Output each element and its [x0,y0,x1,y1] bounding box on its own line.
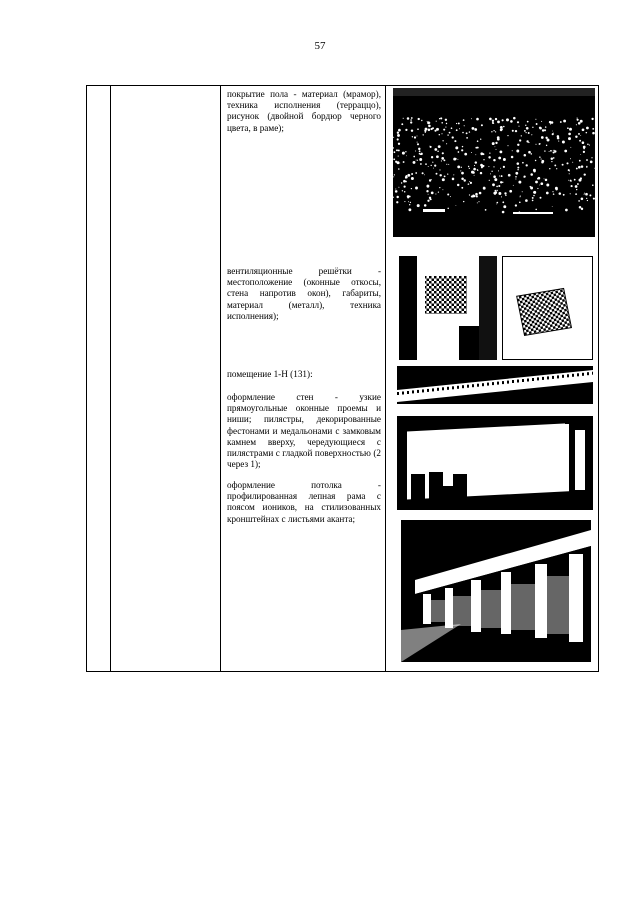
description-table [86,85,599,672]
page-number: 57 [314,40,326,52]
ceiling-brackets-photo [401,520,591,662]
wall-decoration-text: оформление стен - узкие прямоугольные оконные проемы и ниши; пилястры, декорированные фестонами и медальонами с замковым камнем вверху, чередующиеся с пилястрами с гладкой поверхностью (2 через 1); [227,392,381,470]
column-divider [220,86,221,671]
terrazzo-floor-photo [393,88,595,237]
floor-covering-text: покрытие пола - материал (мрамор), техника исполнения (терраццо), рисунок (двойной бордюр черного цвета, в раме); [227,89,381,133]
ventilation-grilles-text: вентиляционные решётки - местоположение (оконные откосы, стена напротив окон), габариты, материал (металл), техника исполнения); [227,266,381,321]
column-divider [110,86,111,671]
ceiling-decoration-text: оформление потолка - профилированная лепная рама с поясом иоников, на стилизованных кронштейнах с листьями аканта; [227,480,381,524]
wall-pilasters-photo [397,416,593,510]
ventilation-grille-photo [399,256,497,360]
ventilation-grille-closeup-photo [502,256,593,360]
ceiling-cornice-photo [397,366,593,404]
column-divider [385,86,386,671]
room-heading: помещение 1-Н (131): [227,369,313,379]
